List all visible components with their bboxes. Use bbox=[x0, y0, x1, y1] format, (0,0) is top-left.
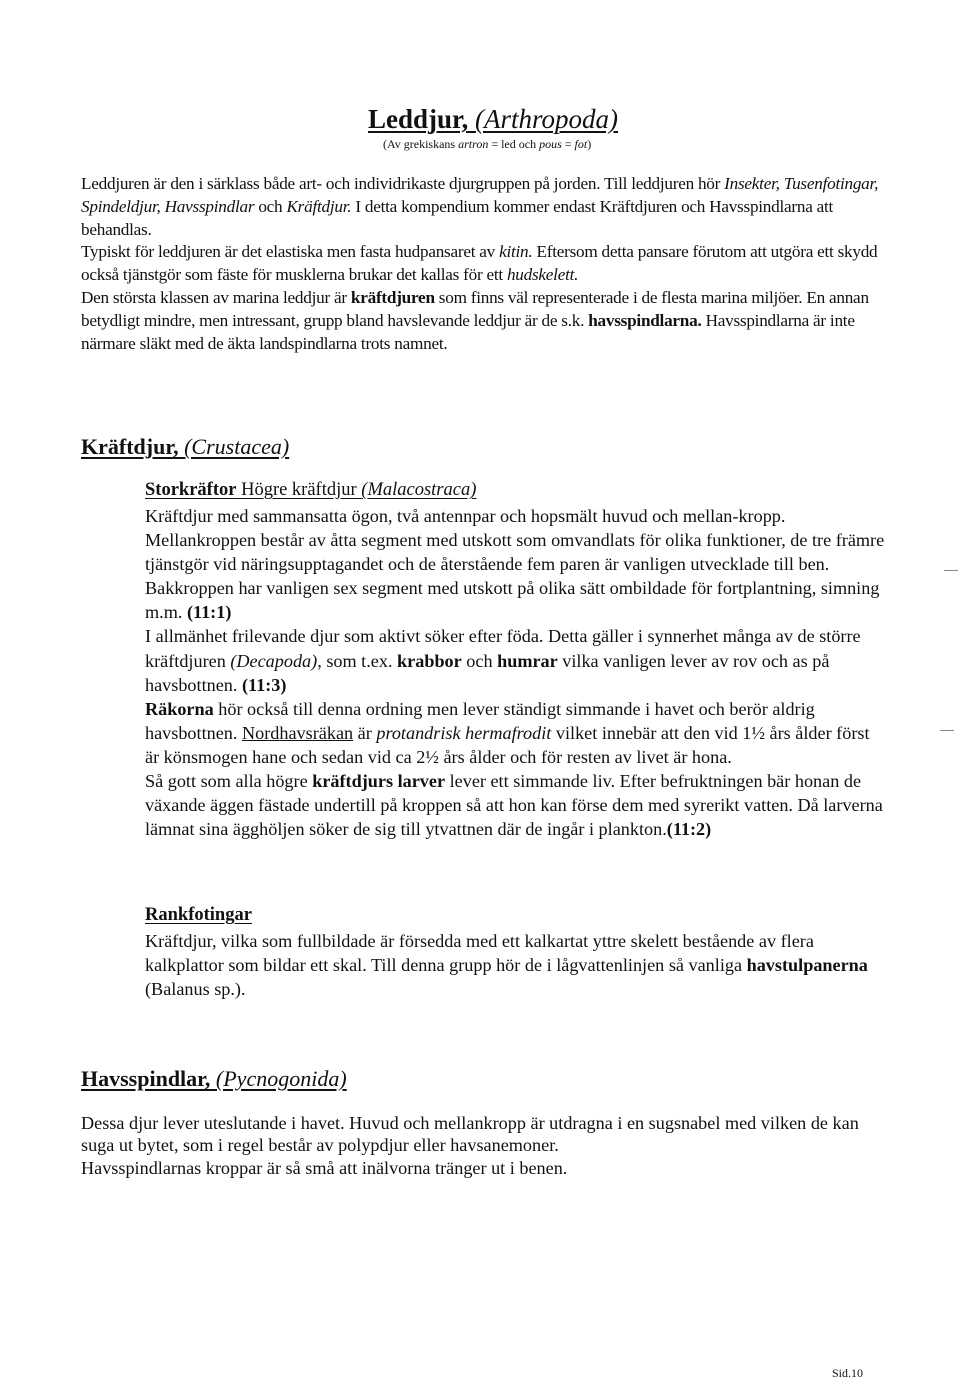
page-title bbox=[368, 104, 618, 135]
intro-paragraph-1: Leddjuren är den i särklass både art- och individrikaste djurgruppen på jorden. Till leddjuren hör Insekter, Tusenfotingar, Spindeldjur, Havsspindlar och Kräftdjur. I detta kompendium kommer endast Kräftdjuren och Havsspindlarna att behandlas. bbox=[81, 174, 879, 239]
intro-paragraph-3: Den största klassen av marina leddjur är kräftdjuren som finns väl representerade i de flesta marina miljöer. En annan betydligt mindre, men intressant, grupp bland havslevande leddjur är de s.k. havsspindlarna. Havsspindlarna är inte närmare släkt med de äkta landspindlarna trots namnet. bbox=[81, 287, 869, 353]
storkraftor-paragraph-4: Så gott som alla högre kräftdjurs larver lever ett simmande liv. Efter befruktningen bär honan de växande äggen fästade undertill på kroppen så att hon kan förse dem med syrerikt vatten. Då larverna lämnat sina ägghöljen söker de sig till ytvattnen där de ingår i plankton.(11:2) bbox=[145, 771, 883, 840]
rankfotingar-paragraph: Kräftdjur, vilka som fullbildade är försedda med ett kalkartat yttre skelett bestående av flera kalkplattor som bildar ett skal. Till denna grupp hör de i lågvattenlinjen så vanliga havstulpanerna (Balanus sp.). bbox=[145, 931, 868, 1000]
havsspindlar-paragraph-1: Dessa djur lever uteslutande i havet. Huvud och mellankropp är utdragna i en sugsnabel med vilken de kan suga ut bytet, som i regel består av polypdjur eller havsanemoner. bbox=[81, 1113, 859, 1156]
storkraftor-paragraph-3: Räkorna hör också till denna ordning men lever ständigt simmande i havet och berör aldrig havsbottnen. Nordhavsräkan är protandrisk hermafrodit vilket innebär att den vid 1½ års ålder först är könsmogen hane och sedan vid ca 2½ års ålder och för resten av livet är hona. bbox=[145, 698, 870, 767]
intro-section bbox=[81, 173, 891, 355]
scan-artifact bbox=[944, 570, 958, 571]
rankfotingar-body bbox=[145, 929, 885, 1001]
subsection-heading-rankfotingar: Rankfotingar bbox=[145, 905, 252, 925]
title-etymology: (Av grekiskans artron = led och pous = fot) bbox=[383, 137, 592, 151]
section-heading-kraftdjur: Kräftdjur, (Crustacea) bbox=[81, 434, 290, 459]
scan-artifact bbox=[940, 730, 954, 731]
storkraftor-body bbox=[145, 504, 885, 841]
title-latin: (Arthropoda) bbox=[475, 104, 619, 134]
intro-paragraph-2: Typiskt för leddjuren är det elastiska men fasta hudpansaret av kitin. Eftersom detta pansare förutom att utgöra ett skydd också tjänstgör som fäste för musklerna brukar det kallas för ett hudskelett. bbox=[81, 242, 878, 285]
havsspindlar-body bbox=[81, 1112, 881, 1179]
havsspindlar-paragraph-2: Havsspindlarnas kroppar är så små att inälvorna tränger ut i benen. bbox=[81, 1157, 568, 1178]
subsection-heading-storkraftor: Storkräftor Högre kräftdjur (Malacostraca) bbox=[145, 480, 477, 500]
page-number: Sid.10 bbox=[832, 1366, 864, 1380]
storkraftor-paragraph-1: Kräftdjur med sammansatta ögon, två antennpar och hopsmält huvud och mellan-kropp. Mellankroppen består av åtta segment med utskott som omvandlats för olika funktioner, de tre främre tjänstgör vid näringsupptagandet och de återstående fem paren är vanligen utvecklade till ben. Bakkroppen har vanligen sex segment med utskott på olika sätt ombildade för fortplantning, simning m.m. (11:1) bbox=[145, 506, 885, 623]
title-text: Leddjur, bbox=[368, 104, 476, 134]
storkraftor-paragraph-2: I allmänhet frilevande djur som aktivt söker efter föda. Detta gäller i synnerhet många av de större kräftdjuren (Decapoda), som t.ex. krabbor och humrar vilka vanligen lever av rov och as på havsbottnen. (11:3) bbox=[145, 626, 861, 695]
section-heading-havsspindlar: Havsspindlar, (Pycnogonida) bbox=[81, 1066, 347, 1091]
